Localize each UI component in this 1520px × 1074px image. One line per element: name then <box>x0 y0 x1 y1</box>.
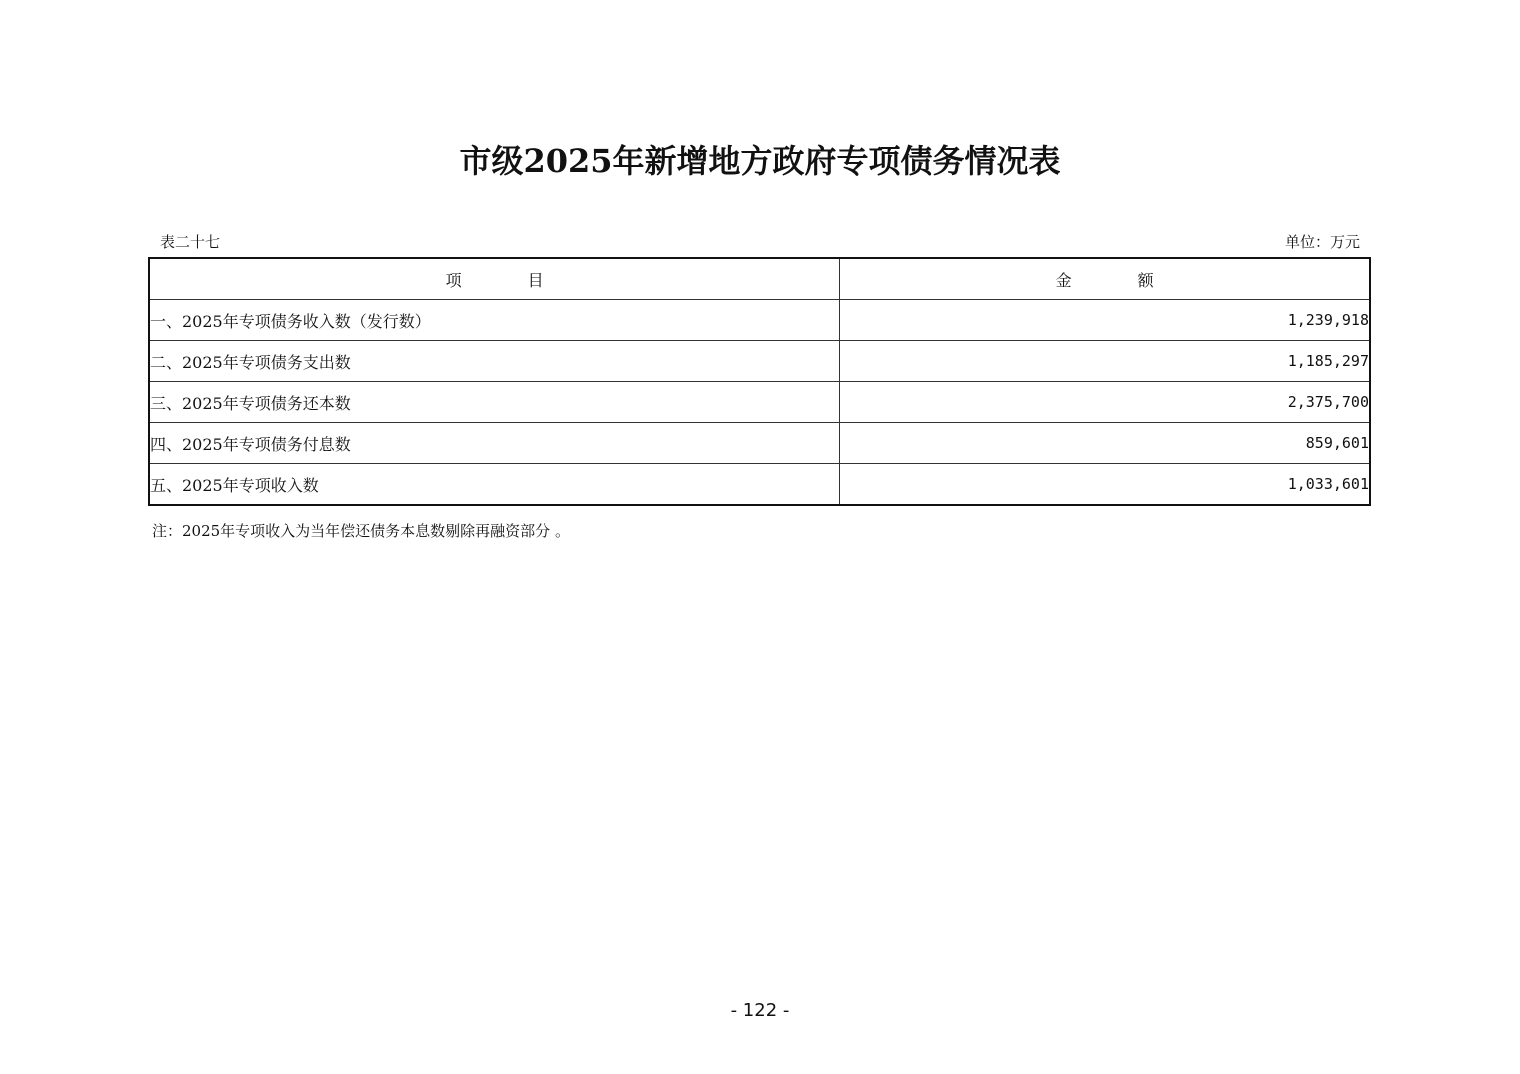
table-row <box>149 464 1370 506</box>
row-amount: 859,601 <box>840 423 1370 464</box>
table-row <box>149 300 1370 341</box>
row-item: 二、2025年专项债务支出数 <box>149 341 840 382</box>
row-item: 五、2025年专项收入数 <box>149 464 840 506</box>
row-amount: 2,375,700 <box>840 382 1370 423</box>
page-number: - 122 - <box>730 1000 790 1021</box>
table-note: 注：2025年专项收入为当年偿还债务本息数剔除再融资部分 。 <box>152 522 570 540</box>
header-amount-char-1: 金 <box>1055 270 1072 290</box>
table-row <box>149 423 1370 464</box>
row-item: 一、2025年专项债务收入数（发行数） <box>149 300 840 341</box>
header-amount-char-2: 额 <box>1137 270 1154 290</box>
header-item-char-1: 项 <box>445 270 462 290</box>
table-row <box>149 341 1370 382</box>
table-row <box>149 382 1370 423</box>
header-item-char-2: 目 <box>527 270 544 290</box>
table-header-row <box>149 258 1370 300</box>
row-amount: 1,239,918 <box>840 300 1370 341</box>
unit-label: 单位：万元 <box>1284 233 1360 251</box>
table-number: 表二十七 <box>160 233 221 251</box>
row-amount: 1,033,601 <box>840 464 1370 506</box>
row-item: 四、2025年专项债务付息数 <box>149 423 840 464</box>
header-amount <box>840 258 1370 300</box>
row-item: 三、2025年专项债务还本数 <box>149 382 840 423</box>
header-item <box>149 258 840 300</box>
debt-table <box>148 257 1371 506</box>
page-title: 市级2025年新增地方政府专项债务情况表 <box>459 142 1061 180</box>
row-amount: 1,185,297 <box>840 341 1370 382</box>
